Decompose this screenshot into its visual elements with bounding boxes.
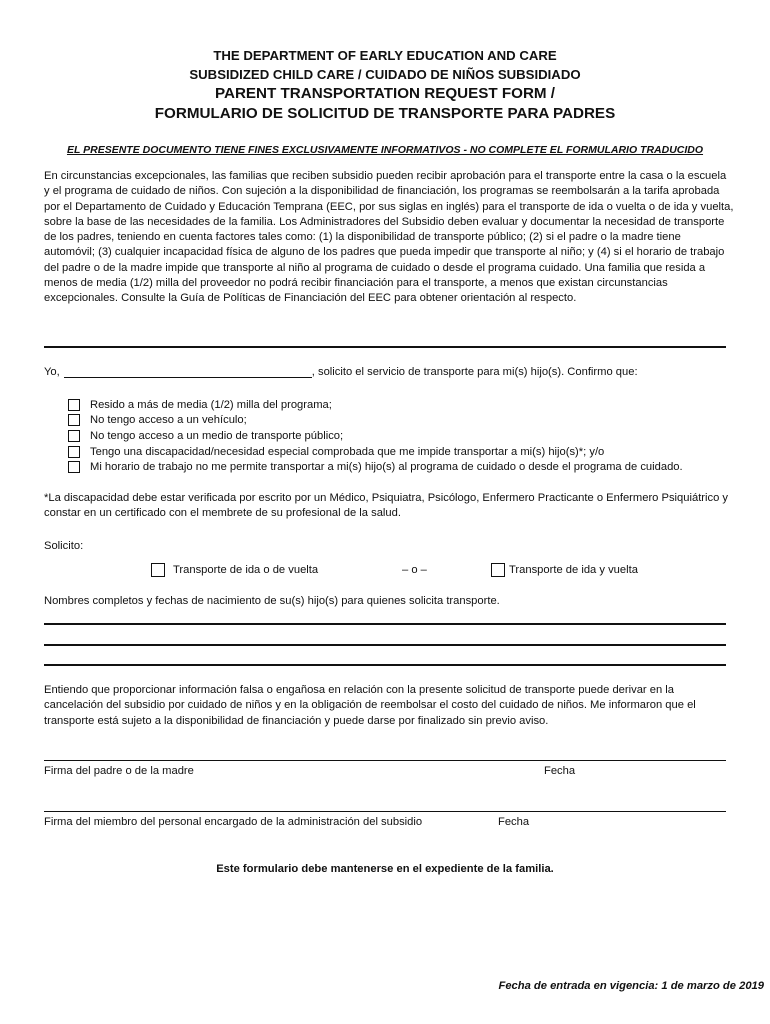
yo-prefix: Yo,: [44, 366, 60, 378]
checklist-label: No tengo acceso a un medio de transporte público;: [90, 429, 344, 442]
checkbox[interactable]: [491, 563, 505, 577]
checklist-label: Tengo una discapacidad/necesidad especial comprobada que me impide transportar a mi(s) hijo(s)*; y/o: [90, 445, 605, 458]
parent-signature-label: Firma del padre o de la madre: [44, 765, 194, 777]
parent-name-field[interactable]: [64, 366, 312, 378]
option-one-way-label: Transporte de ida o de vuelta: [173, 564, 319, 576]
solicito-label: Solicito:: [44, 540, 84, 552]
child-entry-line[interactable]: [44, 623, 726, 625]
child-entry-line[interactable]: [44, 644, 726, 646]
checkbox[interactable]: [68, 414, 80, 426]
checkbox[interactable]: [68, 430, 80, 442]
checklist-label: Resido a más de media (1/2) milla del programa;: [90, 398, 332, 411]
parent-date-label: Fecha: [544, 765, 576, 777]
checklist-item: [68, 413, 683, 429]
header-program: SUBSIDIZED CHILD CARE / CUIDADO DE NIÑOS SUBSIDIADO: [189, 67, 581, 82]
yo-suffix: , solicito el servicio de transporte para mi(s) hijo(s). Confirmo que:: [311, 366, 638, 378]
checklist-item: [68, 428, 683, 444]
checkbox[interactable]: [68, 399, 80, 411]
header-form-title-en: PARENT TRANSPORTATION REQUEST FORM /: [214, 85, 556, 102]
disability-note: *La discapacidad debe estar verificada por escrito por un Médico, Psiquiatra, Psicólogo, Enfermero Practicante o Enfermero Psiquiátrico y constar en un certificado con el membrete de su profesional de la salud.: [44, 492, 729, 520]
checkbox[interactable]: [151, 563, 165, 577]
checklist-item: [68, 444, 683, 460]
parent-signature-line[interactable]: [44, 760, 726, 761]
header-department: THE DEPARTMENT OF EARLY EDUCATION AND CARE: [213, 48, 557, 63]
checkbox[interactable]: [68, 461, 80, 473]
section-divider: [44, 346, 726, 348]
option-round-trip[interactable]: [491, 563, 638, 577]
checklist-label: Mi horario de trabajo no me permite transportar a mi(s) hijo(s) al programa de cuidado o desde el programa de cuidado.: [90, 461, 683, 474]
option-one-way[interactable]: [151, 563, 318, 577]
staff-date-label: Fecha: [498, 816, 530, 828]
checklist-label: No tengo acceso a un vehículo;: [90, 414, 247, 427]
effective-date: Fecha de entrada en vigencia: 1 de marzo de 2019: [498, 980, 764, 992]
child-entry-line[interactable]: [44, 664, 726, 666]
legal-acknowledgement: Entiendo que proporcionar información falsa o engañosa en relación con la presente solicitud de transporte puede derivar en la cancelación del subsidio por cuidado de niños y en la obligación de reembolsar el costo del cuidado de niños. Me informaron que el transporte está sujeto a la disponibilidad de financiación y puede darse por finalizado sin previo aviso.: [44, 684, 696, 727]
header-form-title-es: FORMULARIO DE SOLICITUD DE TRANSPORTE PARA PADRES: [154, 105, 616, 122]
option-round-trip-label: Transporte de ida y vuelta: [509, 564, 638, 576]
parent-name-line: [44, 366, 638, 378]
intro-paragraph: En circunstancias excepcionales, las familias que reciben subsidio pueden recibir aprobación para el transporte entre la casa o la escuela y el programa de cuidado de niños. Con sujeción a la disponibilidad de financiación, los programas se reembolsarán a la tarifa aprobada por el Departamento de Cuidado y Educación Temprana (EEC, por sus siglas en inglés) para el transporte de ida o vuelta o de ida y vuelta, sobre la base de las necesidades de la familia. Los Administradores del Subsidio deben evaluar y documentar la necesidad de transporte de los padres, teniendo en cuenta factores tales como: (1) la disponibilidad de transporte público; (2) si el padre o la madre tiene automóvil; (3) cualquier incapacidad física de alguno de los padres que pueda impedir que transporte al niño; y (4) si el horario de trabajo del padre o de la madre impide que transporte al niño al programa de cuidado o desde el programa cuidado. Una familia que resida a menos de media (1/2) milla del proveedor no podrá recibir financiación para el transporte, a menos que existan circunstancias excepcionales. Consulte la Guía de Políticas de Financiación del EEC para obtener orientación al respecto.: [44, 170, 734, 305]
checklist-item: [68, 459, 683, 475]
checklist-item: [68, 397, 683, 413]
checkbox[interactable]: [68, 446, 80, 458]
retention-notice: Este formulario debe mantenerse en el expediente de la familia.: [216, 863, 554, 875]
disclaimer: EL PRESENTE DOCUMENTO TIENE FINES EXCLUSIVAMENTE INFORMATIVOS - NO COMPLETE EL FORMULARIO TRADUCIDO: [66, 144, 704, 156]
or-separator: – o –: [402, 564, 427, 576]
children-names-label: Nombres completos y fechas de nacimiento de su(s) hijo(s) para quienes solicita transporte.: [44, 595, 500, 607]
staff-signature-label: Firma del miembro del personal encargado de la administración del subsidio: [44, 816, 423, 828]
staff-signature-line[interactable]: [44, 811, 726, 812]
eligibility-checklist: [68, 397, 683, 475]
form-header: [0, 46, 770, 124]
